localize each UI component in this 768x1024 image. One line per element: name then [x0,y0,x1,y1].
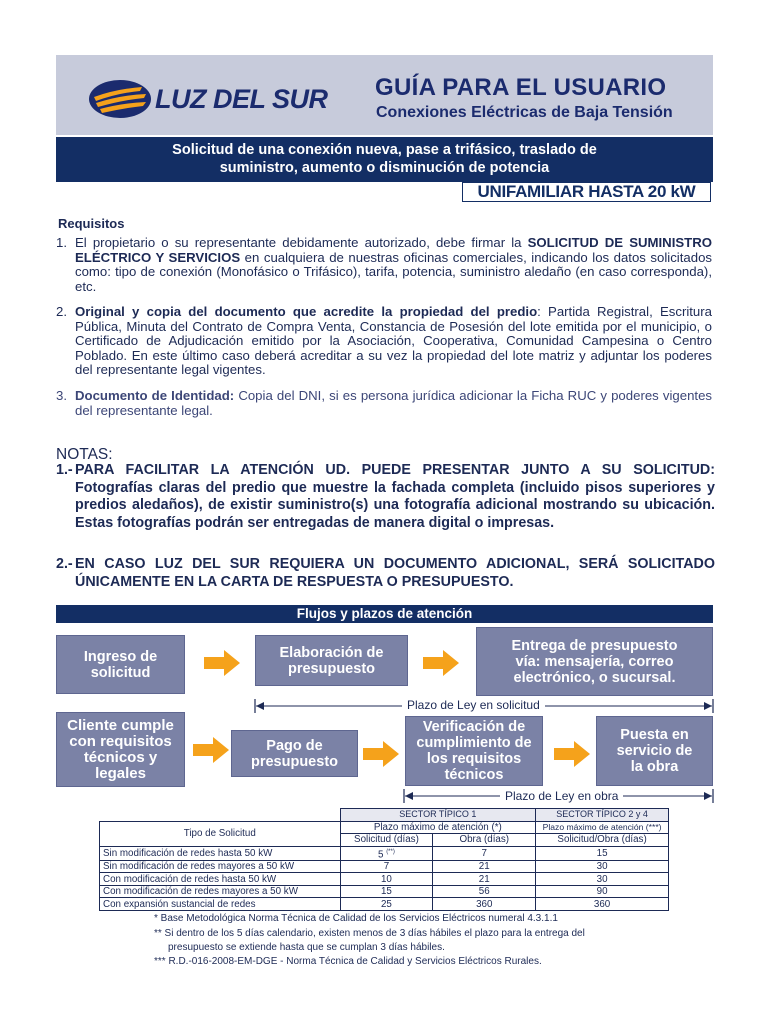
row-solicitud-obra: 30 [536,873,669,886]
law-label-solicitud: Plazo de Ley en solicitud [402,698,545,712]
plazo-1-header: Plazo máximo de atención (*) [340,821,536,834]
row-obra: 21 [433,873,536,886]
arrow-right-icon [363,741,399,767]
col-solicitud-header: Solicitud (días) [340,834,433,847]
footnote-2-continued: presupuesto se extiende hasta que se cumplan 3 días hábiles. [168,942,445,953]
row-solicitud: 25 [340,898,433,911]
requirement-text: Copia del DNI, si es persona jurídica adicionar la Ficha RUC y poderes vigentes del representante legal. [75,388,713,418]
flow-step-cliente: Cliente cumple con requisitos técnicos y legales [56,712,185,787]
table-row [100,846,669,860]
plazo-2-header: Plazo máximo de atención (***) [536,821,669,834]
footnote-3: *** R.D.-016-2008-EM-DGE - Norma Técnica de Calidad y Servicios Eléctricos Rurales. [154,956,542,967]
table-row [100,873,669,886]
footnote-2: ** Si dentro de los 5 días calendario, existen menos de 3 días hábiles el plazo para la entrega del [154,928,585,939]
request-type-band [56,137,713,182]
footnote-1: * Base Metodológica Norma Técnica de Calidad de los Servicios Eléctricos numeral 4.3.1.1 [154,913,558,924]
note-text: EN CASO LUZ DEL SUR REQUIERA UN DOCUMENTO ADICIONAL, SERÁ SOLICITADO ÚNICAMENTE EN LA CARTA DE RESPUESTA O PRESUPUESTO. [75,556,715,590]
row-solicitud-obra: 15 [536,846,669,860]
times-table [99,808,669,911]
row-solicitud: 5 [378,848,384,860]
law-label-obra: Plazo de Ley en obra [500,789,623,803]
sector-2-header: SECTOR TÍPICO 2 y 4 [536,809,669,822]
col-solicitud-obra-header: Solicitud/Obra (días) [536,834,669,847]
sector-1-header: SECTOR TÍPICO 1 [340,809,536,822]
requirement-text: : Partida Registral, Escritura Pública, Minuta del Contrato de Compra Venta, Constancia de Posesión del lote emitida por el municipio, o Certificado de Adjudicación emitido por la Asociación, Cooperativa, Comunidad Campesina o Centro Poblado. En este último caso deberá acreditar a su vez la propiedad del lote matriz y adjuntar los poderes del representante legal vigentes. [75,304,712,378]
category-label: UNIFAMILIAR HASTA 20 kW [462,182,711,202]
tipo-solicitud-header: Tipo de Solicitud [100,821,341,846]
requirement-number: 1. [56,235,67,250]
flow-step-elaboracion: Elaboración de presupuesto [255,635,408,686]
requirement-number: 3. [56,388,67,403]
row-solicitud-obra: 90 [536,885,669,898]
table-row [100,885,669,898]
row-solicitud: 10 [340,873,433,886]
arrow-right-icon [193,737,229,763]
row-tipo: Sin modificación de redes mayores a 50 kW [100,860,341,873]
requirement-item [56,389,712,418]
arrow-right-icon [423,650,459,676]
note-text: PARA FACILITAR LA ATENCIÓN UD. PUEDE PRESENTAR JUNTO A SU SOLICITUD: Fotografías claras del predio que muestre la fachada completa (incluido pisos superiores y predios aledaños), de existir suministro(s) una fotografía adicional mostrando su ubicación. Estas fotografías podrán ser entregadas de manera digital o impresas. [75,462,715,531]
notes-heading: NOTAS: [56,446,113,463]
logo-text: LUZ DEL SUR [155,84,328,114]
flow-step-puesta-en-servicio: Puesta en servicio de la obra [596,716,713,786]
col-obra-header: Obra (días) [433,834,536,847]
row-tipo: Con expansión sustancial de redes [100,898,341,911]
row-solicitud: 7 [340,860,433,873]
requirement-bold-text: Documento de Identidad: [75,388,235,403]
row-tipo: Sin modificación de redes hasta 50 kW [100,846,341,860]
row-obra: 56 [433,885,536,898]
row-solicitud-obra: 30 [536,860,669,873]
row-solicitud-obra: 360 [536,898,669,911]
table-row [100,898,669,911]
requirement-bold-text: Original y copia del documento que acredite la propiedad del predio [75,304,538,319]
flow-heading: Flujos y plazos de atención [56,605,713,623]
requirement-item [56,305,712,378]
flow-step-ingreso: Ingreso de solicitud [56,635,185,694]
note-item [56,556,715,591]
row-obra: 7 [433,846,536,860]
note-number: 2.- [56,556,73,572]
row-obra: 21 [433,860,536,873]
requirement-bold-text: SOLICITUD DE SUMINISTRO ELÉCTRICO Y SERVICIOS [75,235,713,265]
row-tipo: Con modificación de redes hasta 50 kW [100,873,341,886]
arrow-right-icon [554,741,590,767]
flow-step-entrega: Entrega de presupuesto vía: mensajería, correo electrónico, o sucursal. [476,627,713,696]
row-solicitud-note: (**) [386,848,395,855]
requirements-heading: Requisitos [58,216,125,231]
request-line-2: suministro, aumento o disminución de potencia [219,160,550,176]
row-tipo: Con modificación de redes mayores a 50 kW [100,885,341,898]
requirement-number: 2. [56,304,67,319]
note-number: 1.- [56,462,73,478]
flow-step-verificacion: Verificación de cumplimiento de los requisitos técnicos [405,716,543,786]
arrow-right-icon [204,650,240,676]
flow-step-pago: Pago de presupuesto [231,730,358,777]
note-item [56,462,715,532]
request-line-1: Solicitud de una conexión nueva, pase a trifásico, traslado de [172,142,597,158]
row-obra: 360 [433,898,536,911]
row-solicitud: 15 [340,885,433,898]
page-subtitle: Conexiones Eléctricas de Baja Tensión [376,104,673,121]
requirement-text: en cualquiera de nuestras oficinas comerciales, indicando los datos solicitados como: tipo de conexión (Monofásico o Trifásico), tarifa, potencia, suministro aledaño (en caso corresponda), etc. [75,249,712,294]
table-row [100,860,669,873]
requirement-item [56,236,712,294]
requirement-text: El propietario o su representante debidamente autorizado, debe firmar la [75,235,528,250]
page-title: GUÍA PARA EL USUARIO [375,74,667,101]
